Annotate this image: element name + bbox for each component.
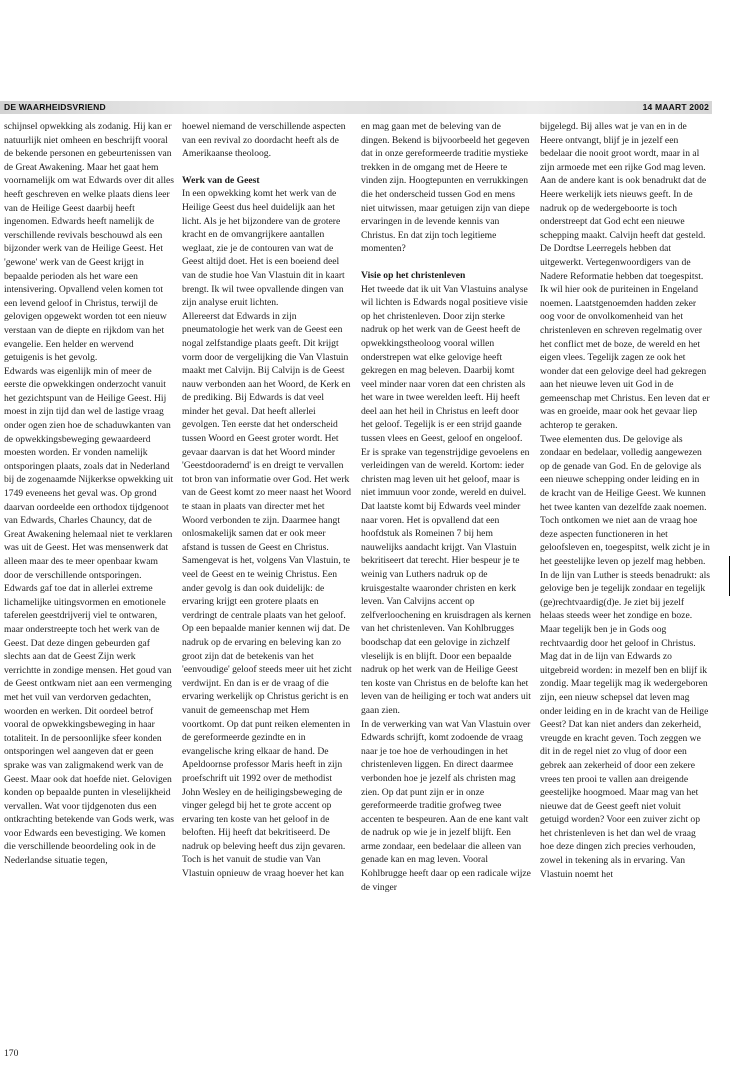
- text-column-1: [4, 120, 174, 868]
- paragraph: en mag gaan met de beleving van de dingen. Bekend is bijvoorbeeld het gegeven dat in onze gereformeerde traditie mystieke trekken in de omgang met de Heere te vinden zijn. Hoogtepunten en verrukkingen die het onderscheid tussen God en mens niet uitwissen, maar getuigen zijn van diepe ervaringen in de levende kennis van Christus. En dat zijn toch legitieme momenten?: [361, 121, 530, 255]
- paragraph: Allereerst dat Edwards in zijn pneumatologie het werk van de Geest een nogal zelfstandige plaats geeft. Dit krijgt vorm door de vergelijking die Van Vlastuin maakt met Calvijn. Bij Calvijn is de Geest nauw verbonden aan het Woord, de Kerk en de prediking. Bij Edwards is dat veel minder het geval. Dat heeft allerlei gevolgen. Ten eerste dat het onderscheid tussen Woord en Geest groter wordt. Het gevaar daarvan is dat het Woord minder 'Geestdooradernd' is en dreigt te vervallen tot bron van informatie over God. Het werk van de Geest komt zo meer naast het Woord te staan in plaats van directer met het Woord verbonden te zijn. Daarmee hangt onlosmakelijk samen dat er ook meer afstand is tussen de Geest en Christus. Samengevat is het, volgens Van Vlastuin, te veel de Geest en te weinig Christus. Een ander gevolg is dan ook duidelijk: de ervaring krijgt een grotere plaats en verdringt de centrale plaats van het geloof. Op een bepaalde manier kennen wij dat. De nadruk op de ervaring en beleving kan zo groot zijn dat de betekenis van het 'eenvoudige' geloof steeds meer uit het zicht verdwijnt. En dan is er de vraag of die ervaring werkelijk op Christus gericht is en vanuit de gemeenschap met Hem voortkomt. Op dat punt reiken elementen in de gereformeerde gezindte en in evangelische kring elkaar de hand. De Apeldoornse professor Maris heeft in zijn proefschrift uit 1992 over de methodist John Wesley en de heiligingsbeweging de vinger gelegd bij het te grote accent op ervaring ten koste van het geloof in de beloften. Hij heeft dat bekritiseerd. De nadruk op beleving heeft dus zijn gevaren. Toch is het vanuit de studie van Van Vlastuin opnieuw de vraag hoever het kan: [182, 310, 352, 880]
- section-heading-werk-van-de-geest: Werk van de Geest: [182, 174, 260, 186]
- running-header: [0, 101, 712, 114]
- text-column-4: [540, 120, 710, 881]
- text-column-2: [182, 120, 352, 881]
- paragraph: Edwards was eigenlijk min of meer de eerste die opwekkingen onderzocht vanuit het gezichtspunt van de Heilige Geest. Hij moest in zijn tijd dan wel de lastige vraag onder ogen zien hoe de schaduwkanten van de opwekkingsbeweging gewaardeerd moesten worden. Er vonden namelijk ontsporingen plaats, zoals dat in Nederland bij de zogenaamde Nijkerkse opwekking uit 1749 eveneens het geval was. Op grond daarvan oordeelde een orthodox tijdgenoot van Edwards, Charles Chauncy, dat de Great Awakening helemaal niet te verklaren was uit de Geest. Het was mensenwerk dat alleen maar des te meer openbaar kwam door de verschillende ontsporingen. Edwards gaf toe dat in allerlei extreme lichamelijke uitingsvormen en emotionele taferelen geestdrijverij viel te ontwaren, maar onderstreepte toch het werk van de Geest. Dat deze dingen gebeurden gaf slechts aan dat de Geest Zijn werk verrichtte in zondige mensen. Het goud van de Geest ontkwam niet aan een vermenging met het vuil van verdorven gedachten, woorden en werken. Dit oordeel betrof vooral de opwekkingsbeweging in haar totaliteit. In de persoonlijke sfeer konden ontsporingen wel aangeven dat er geen sprake was van zaligmakend werk van de Geest. Maar ook dat hoefde niet. Gelovigen konden op bepaalde punten in vleselijkheid vervallen. Wat voor tijdgenoten dus een ontkrachting betekende van Gods werk, was voor Edwards een bevestiging. We komen die verschillende beoordeling ook in de Nederlandse situatie tegen,: [4, 365, 174, 867]
- paragraph: In een opwekking komt het werk van de Heilige Geest dus heel duidelijk aan het licht. Als je het bijzondere van de grotere kracht en de omvangrijkere aantallen weglaat, zie je de contouren van wat de Geest altijd doet. Het is een boeiend deel van de studie hoe Van Vlastuin dit in kaart brengt. Ik wil twee opvallende dingen van zijn analyse eruit lichten.: [182, 188, 345, 309]
- section-heading-visie-op-het-christenleven: Visie op het christenleven: [361, 269, 466, 281]
- paragraph: Het tweede dat ik uit Van Vlastuins analyse wil lichten is Edwards nogal positieve visie op het christenleven. Door zijn sterke nadruk op het werk van de Geest heeft de opwekkingstheoloog vooral willen onderstrepen wat elke gelovige heeft gekregen en mag beleven. Daarbij komt veel minder naar voren dat een christen als het ware in twee werelden leeft. Hij heeft deel aan het heil in Christus en leeft door het geloof. Tegelijk is er een strijd gaande tussen vlees en Geest, geloof en ongeloof. Er is sprake van tegenstrijdige gevoelens en verleidingen van de wereld. Kortom: ieder christen mag leven uit het geloof, maar is niet immuun voor zonde, wereld en duivel. Dat laatste komt bij Edwards veel minder naar voren. Het is opvallend dat een hoofdstuk als Romeinen 7 bij hem nauwelijks aandacht krijgt. Van Vlastuin bekritiseert dat terecht. Hier bespeur je te weinig van Luthers nadruk op de kruisgestalte waaronder christen en kerk leven. Van Calvijns accent op zelfverloochening en kruisdragen als kernen van het christenleven. Van Kohlbrugges boodschap dat een gelovige in zichzelf vleselijk is en blijft. Door een bepaalde nadruk op het werk van de Heilige Geest ten koste van Christus en de belofte kan het leven van de heiliging er toch wat anders uit gaan zien.: [361, 283, 531, 716]
- page-number: 170: [4, 1048, 19, 1059]
- text-column-3: [361, 120, 531, 894]
- paragraph: Twee elementen dus. De gelovige als zondaar en bedelaar, volledig aangewezen op de genade van God. En de gelovige als een nieuwe schepping onder leiding en in de kracht van de Heilige Geest. We kunnen het twee kanten van dezelfde zaak noemen. Toch ontkomen we niet aan de vraag hoe deze aspecten functioneren in het geloofsleven en, toegespitst, welk zicht je in het geestelijke leven op jezelf mag hebben. In de lijn van Luther is steeds benadrukt: als gelovige ben je tegelijk zondaar en tegelijk (ge)rechtvaardig(d)e. Je ziet bij jezelf helaas steeds weer het zondige en boze. Maar tegelijk ben je in Gods oog rechtvaardig door het geloof in Christus. Mag dat in de lijn van Edwards zo uitgebreid worden: in mezelf ben en blijf ik zondig. Maar tegelijk mag ik wedergeboren zijn, een nieuw schepsel dat leven mag onder leiding en in de kracht van de Heilige Geest? Dat kan niet anders dan zekerheid, vreugde en kracht geven. Toch zeggen we dit in de regel niet zo vlug of door een gebrek aan zekerheid of door een zekere vrees ten prooi te vallen aan dreigende geestelijke hoogmoed. Maar mag van het nieuwe dat de Geest geeft niet voluit getuigd worden? Voor een zuiver zicht op het christenleven is het dan wel de vraag hoe deze dingen zich precies verhouden, zowel in tekening als in ervaring. Van Vlastuin noemt het: [540, 433, 710, 880]
- paragraph: bijgelegd. Bij alles wat je van en in de Heere ontvangt, blijf je in jezelf een bedelaar die nooit groot wordt, maar in al zijn armoede met een rijke God mag leven. Aan de andere kant is ook benadrukt dat de Heere werkelijk iets nieuws geeft. In de nadruk op de wedergeboorte is toch onderstreept dat God echt een nieuwe schepping maakt. Calvijn heeft dat gesteld. De Dordtse Leerregels hebben dat uitgewerkt. Vertegenwoordigers van de Nadere Reformatie hebben dat toegespitst. Ik wil hier ook de puriteinen in Engeland noemen. Laatstgenoemden hadden zeker oog voor de onvolkomenheid van het christenleven en schreven regelmatig over het conflict met de boze, de wereld en het eigen vlees. Tegelijk zagen ze ook het wonder dat een gelovige deel had gekregen aan het nieuwe leven uit God in de gemeenschap met Christus. Een leven dat er was en groeide, maar ook het gevaar liep achterop te geraken.: [540, 121, 710, 432]
- publication-title: DE WAARHEIDSVRIEND: [4, 102, 106, 112]
- paragraph: In de verwerking van wat Van Vlastuin over Edwards schrijft, komt zodoende de vraag naar je toe hoe de verhoudingen in het christenleven liggen. En direct daarmee verbonden hoe je jezelf als christen mag zien. Op dat punt zijn er in onze gereformeerde traditie grofweg twee accenten te bespeuren. Aan de ene kant valt de nadruk op wie je in jezelf blijft. Een arme zondaar, een bedelaar die alleen van genade kan en mag leven. Vooral Kohlbrugge heeft daar op een radicale wijze de vinger: [361, 718, 531, 893]
- scan-edge-mark: [729, 556, 730, 596]
- paragraph: hoewel niemand de verschillende aspecten van een revival zo doordacht heeft als de Amerikaanse theoloog.: [182, 121, 346, 160]
- paragraph: schijnsel opwekking als zodanig. Hij kan er natuurlijk niet omheen en beschrijft vooral de bekende personen en gebeurtenissen van de Great Awakening. Maar het gaat hem voornamelijk om wat Edwards over dit alles heeft geschreven en welke plaats diens leer van de Heilige Geest daarbij heeft ingenomen. Edwards heeft namelijk de verschillende revivals beschouwd als een bijzonder werk van de Heilige Geest. Het 'gewone' werk van de Geest krijgt in bepaalde perioden als het ware een intensivering. Opvallend velen komen tot een levend geloof in Christus, terwijl de gelovigen opgewekt worden tot een nieuw verstaan van de diepte en rijkdom van het evangelie. Een helder en wervend getuigenis is het gevolg.: [4, 121, 174, 364]
- issue-date: 14 MAART 2002: [642, 102, 709, 112]
